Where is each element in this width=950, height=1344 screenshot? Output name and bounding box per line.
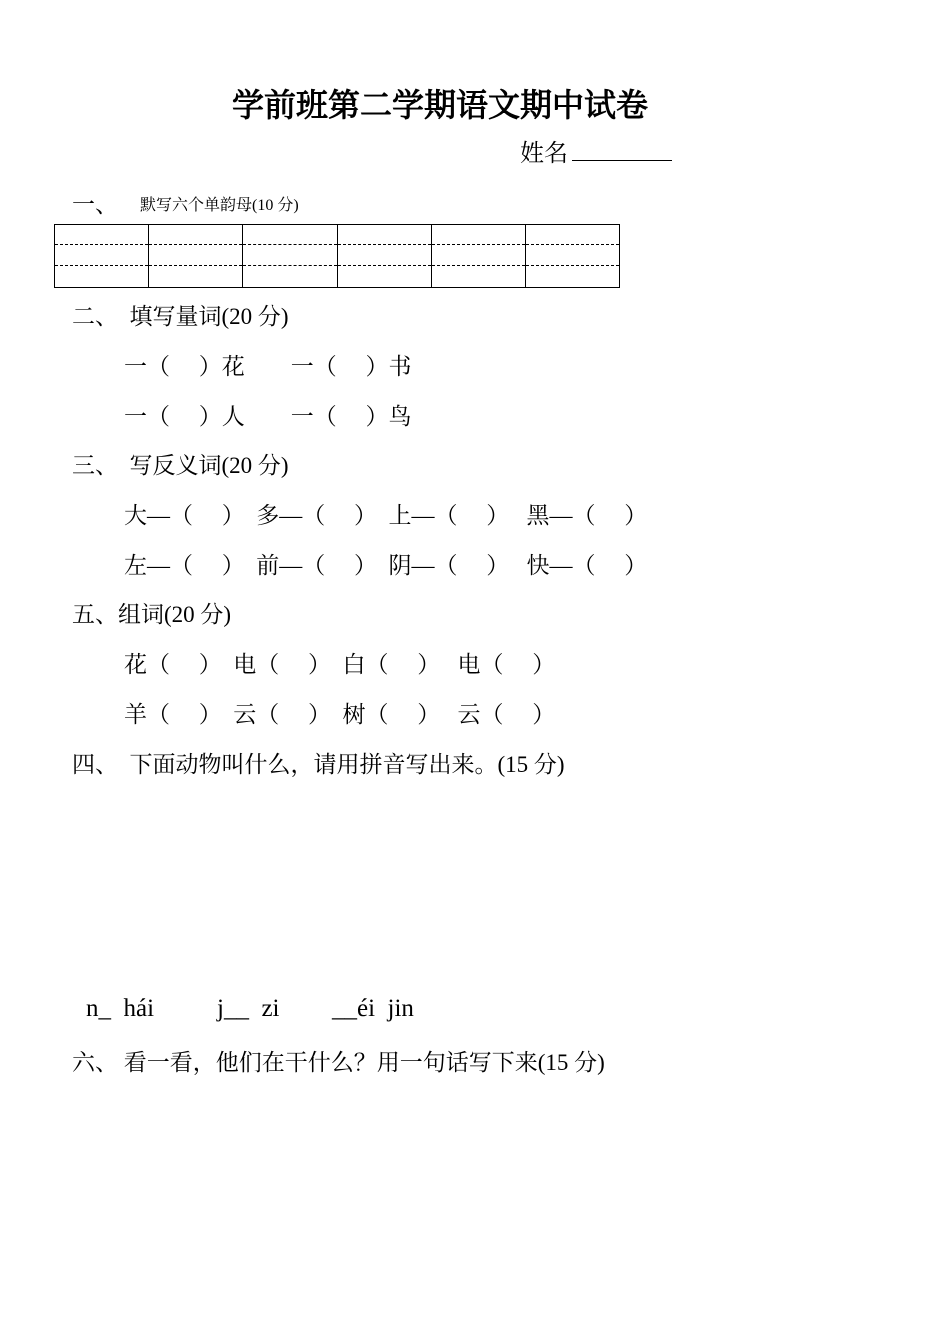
word-group-row: 花（ ） 电（ ） 白（ ） 电（ ）	[124, 652, 556, 677]
section4-heading: 四、 下面动物叫什么，请用拼音写出来。(15 分)	[72, 752, 565, 777]
writing-cell[interactable]	[149, 225, 243, 287]
name-label: 姓名	[520, 141, 568, 167]
section1-heading: 默写六个单韵母(10 分)	[140, 197, 299, 214]
measure-word-row: 一（ ）花 一（ ）书	[124, 354, 412, 379]
name-field-line[interactable]	[572, 160, 672, 161]
antonym-row: 大—（ ） 多—（ ） 上—（ ） 黑—（ ）	[124, 503, 648, 528]
section2-heading: 二、 填写量词(20 分)	[72, 304, 289, 329]
measure-word-row: 一（ ）人 一（ ）鸟	[124, 404, 412, 429]
writing-cell[interactable]	[432, 225, 526, 287]
writing-cell[interactable]	[526, 225, 619, 287]
vowel-writing-grid	[54, 224, 620, 288]
writing-cell[interactable]	[55, 225, 149, 287]
pinyin-item: n_ hái	[86, 995, 155, 1022]
writing-cell[interactable]	[243, 225, 337, 287]
word-group-row: 羊（ ） 云（ ） 树（ ） 云（ ）	[124, 702, 556, 727]
antonym-row: 左—（ ） 前—（ ） 阴—（ ） 快—（ ）	[124, 553, 648, 578]
section6-heading: 六、 看一看，他们在干什么？用一句话写下来(15 分)	[72, 1050, 605, 1075]
pinyin-item: __éi jin	[332, 995, 414, 1022]
writing-cell[interactable]	[338, 225, 432, 287]
section5-heading: 五、组词(20 分)	[72, 602, 232, 627]
pinyin-item: j__ zi	[217, 995, 280, 1022]
section1-number: 一、	[72, 192, 118, 217]
page-title: 学前班第二学期语文期中试卷	[231, 87, 648, 123]
section3-heading: 三、 写反义词(20 分)	[72, 453, 289, 478]
